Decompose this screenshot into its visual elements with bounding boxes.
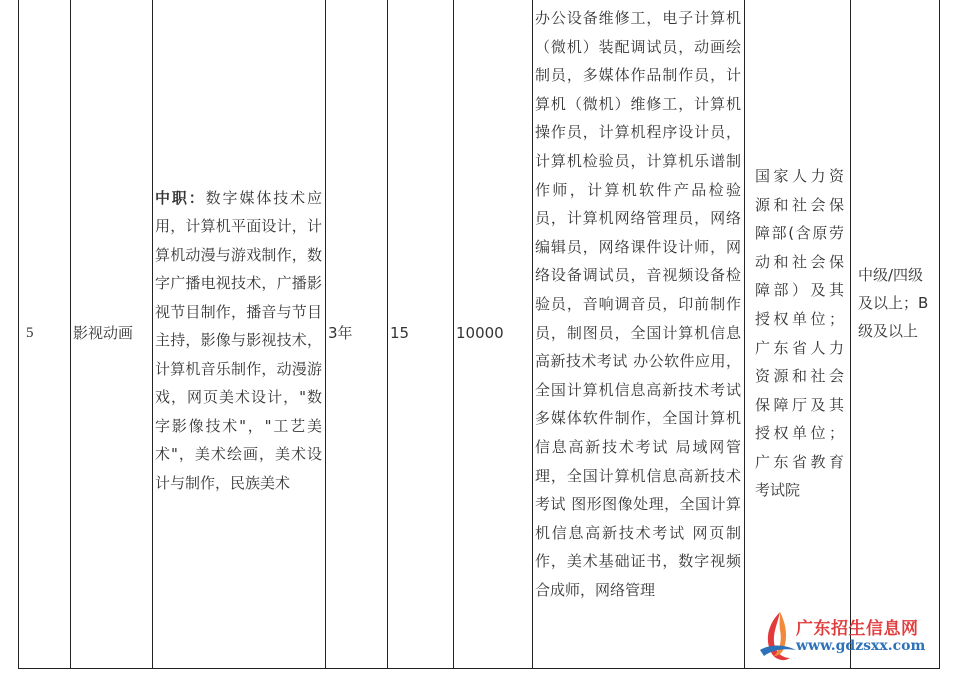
enrollment-count: 15 bbox=[388, 0, 454, 669]
watermark bbox=[758, 608, 948, 664]
row-index: 5 bbox=[19, 0, 71, 669]
source-label: 中职： bbox=[155, 188, 206, 207]
source-text: 数字媒体技术应用，计算机平面设计，计算机动漫与游戏制作，数字广播电视技术，广播影视节目制作，播音与节目主持，影像与影视技术，计算机音乐制作，动漫游戏，网页美术设计，"数字影像技术"，"工艺美术"，美术绘画，美术设计与制作，民族美术 bbox=[155, 188, 322, 492]
major-table bbox=[18, 0, 940, 669]
certificate-level bbox=[851, 0, 940, 669]
certificate-level-text: 中级/四级及以上；B级及以上 bbox=[858, 265, 929, 340]
source-majors bbox=[153, 0, 326, 669]
watermark-name: 广东招生信息网 bbox=[796, 619, 919, 639]
watermark-logo-icon bbox=[758, 610, 798, 664]
watermark-url: www.gdzsxx.com bbox=[796, 638, 926, 654]
tuition-fee: 10000 bbox=[454, 0, 533, 669]
issuing-authority: 国家人力资源和社会保障部(含原劳动和社会保障部）及其授权单位；广东省人力资源和社会保障厅及其授权单位；广东省教育考试院 bbox=[745, 0, 851, 669]
table-row bbox=[19, 0, 940, 669]
duration: 3年 bbox=[326, 0, 388, 669]
job-certificates: 办公设备维修工，电子计算机（微机）装配调试员，动画绘制员，多媒体作品制作员，计算机（微机）维修工，计算机操作员，计算机程序设计员，计算机检验员，计算机乐谱制作师，计算机软件产品检验员，计算机网络管理员，网络编辑员，网络课件设计师，网络设备调试员，音视频设备检验员，音响调音员，印前制作员，制图员，全国计算机信息高新技术考试 办公软件应用，全国计算机信息高新技术考试 多媒体软件制作，全国计算机信息高新技术考试 局域网管理，全国计算机信息高新技术考试 图形图像处理，全国计算机信息高新技术考试 网页制作，美术基础证书，数字视频合成师，网络管理 bbox=[533, 0, 745, 669]
major-name: 影视动画 bbox=[71, 0, 153, 669]
